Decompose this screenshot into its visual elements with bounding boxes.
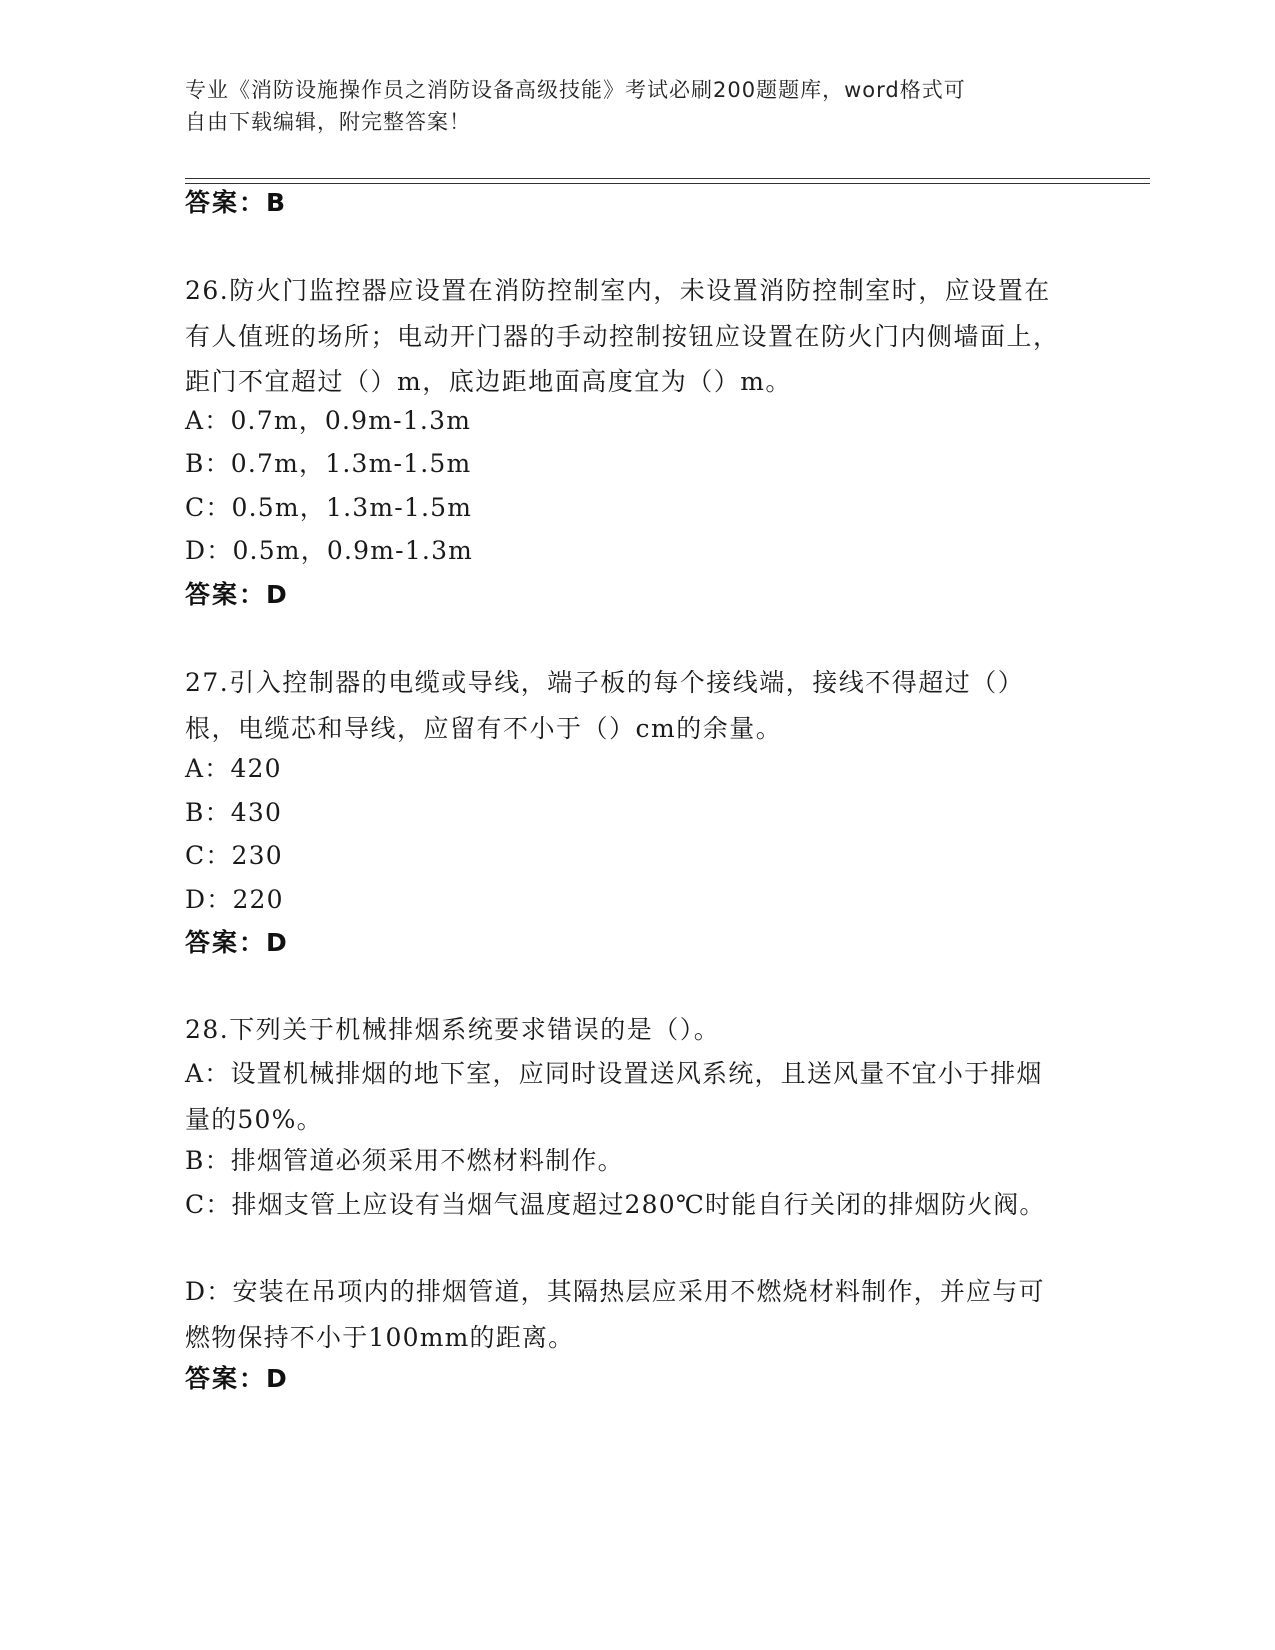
header-line-2: 自由下载编辑，附完整答案！ xyxy=(185,110,471,134)
answer-value: B xyxy=(266,188,286,217)
option-28-b: B：排烟管道必须采用不燃材料制作。 xyxy=(185,1146,624,1175)
option-26-b: B：0.7m，1.3m-1.5m xyxy=(185,449,472,478)
answer-value: D xyxy=(266,580,287,609)
option-26-d: D：0.5m，0.9m-1.3m xyxy=(185,536,474,565)
option-28-c: C：排烟支管上应设有当烟气温度超过280℃时能自行关闭的排烟防火阀。 xyxy=(185,1190,1046,1219)
question-stem-27: 27.引入控制器的电缆或导线，端子板的每个接线端，接线不得超过（）根，电缆芯和导线，应留有不小于（）cm的余量。 xyxy=(185,668,1025,743)
question-stem-26: 26.防火门监控器应设置在消防控制室内，未设置消防控制室时，应设置在有人值班的场所；电动开门器的手动控制按钮应设置在防火门内侧墙面上，距门不宜超过（）m，底边距地面高度宜为（）m。 xyxy=(185,276,1060,396)
option-26-a: A：0.7m，0.9m-1.3m xyxy=(185,406,472,435)
prev-answer xyxy=(185,188,285,218)
answer-26 xyxy=(185,580,287,610)
header-divider-top xyxy=(185,178,1150,179)
answer-value: D xyxy=(266,1364,287,1393)
answer-label: 答案： xyxy=(185,580,267,609)
header-divider-bottom xyxy=(185,183,1150,184)
option-27-d: D：220 xyxy=(185,885,284,914)
option-26-c: C：0.5m，1.3m-1.5m xyxy=(185,493,473,522)
question-stem-28: 28.下列关于机械排烟系统要求错误的是（）。 xyxy=(185,1015,721,1044)
answer-28 xyxy=(185,1364,287,1394)
answer-label: 答案： xyxy=(185,188,267,217)
answer-label: 答案： xyxy=(185,1364,267,1393)
answer-value: D xyxy=(266,928,287,957)
header-line-1: 专业《消防设施操作员之消防设备高级技能》考试必刷200题题库，word格式可 xyxy=(185,78,966,102)
document-header xyxy=(185,74,1065,138)
answer-27 xyxy=(185,928,287,958)
option-28-a: A：设置机械排烟的地下室，应同时设置送风系统，且送风量不宜小于排烟量的50%。 xyxy=(185,1059,1043,1134)
answer-label: 答案： xyxy=(185,928,267,957)
option-27-a: A：420 xyxy=(185,754,282,783)
option-28-d: D：安装在吊项内的排烟管道，其隔热层应采用不燃烧材料制作，并应与可燃物保持不小于100mm的距离。 xyxy=(185,1277,1045,1352)
option-27-b: B：430 xyxy=(185,798,283,827)
option-27-c: C：230 xyxy=(185,841,283,870)
